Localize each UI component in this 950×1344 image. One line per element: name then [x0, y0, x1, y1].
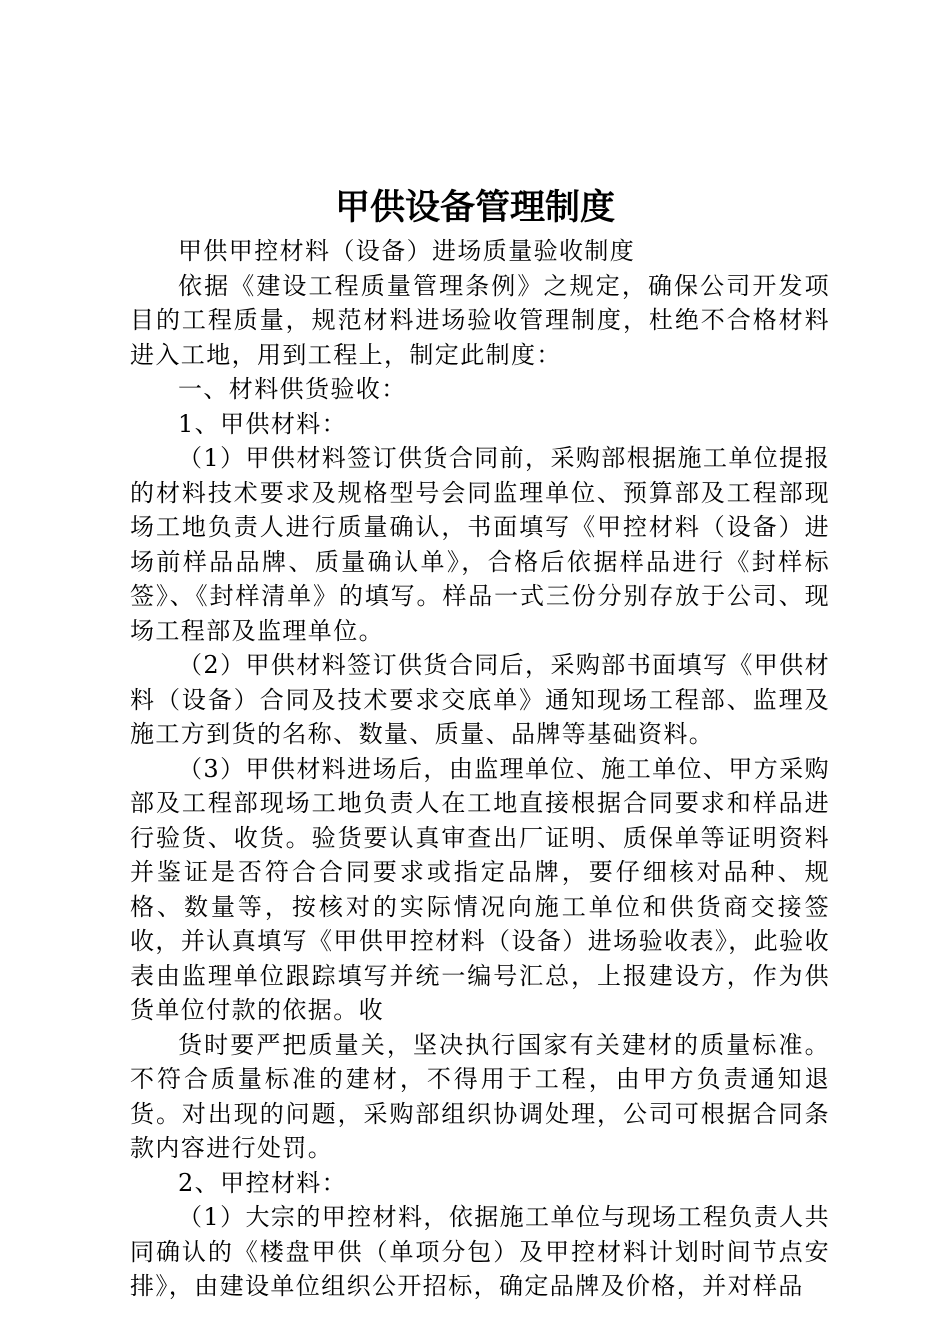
subsection-heading-2: 2、甲控材料：: [178, 1168, 348, 1197]
paragraph-item-1: （1）甲供材料签订供货合同前，采购部根据施工单位提报的材料技术要求及规格型号会同监理单位、预算部及工程部现场工地负责人进行质量确认，书面填写《甲控材料（设备）进场前样品品牌、质量确认单》，合格后依据样品进行《封样标签》、《封样清单》的填写。样品一式三份分别存放于公司、现场工程部及监理单位。: [130, 444, 830, 645]
paragraph-intro: 依据《建设工程质量管理条例》之规定，确保公司开发项目的工程质量，规范材料进场验收管理制度，杜绝不合格材料进入工地，用到工程上，制定此制度：: [130, 271, 830, 369]
paragraph-item-3: （3）甲供材料进场后，由监理单位、施工单位、甲方采购部及工程部现场工地负责人在工地直接根据合同要求和样品进行验货、收货。验货要认真审查出厂证明、质保单等证明资料并鉴证是否符合合同要求或指定品牌，要仔细核对品种、规格、数量等，按核对的实际情况向施工单位和供货商交接签收，并认真填写《甲供甲控材料（设备）进场验收表》，此验收表由监理单位跟踪填写并统一编号汇总，上报建设方，作为供货单位付款的依据。收: [130, 754, 830, 1024]
paragraph-item-4: （1）大宗的甲控材料，依据施工单位与现场工程负责人共同确认的《楼盘甲供（单项分包）及甲控材料计划时间节点安排》，由建设单位组织公开招标，确定品牌及价格，并对样品: [130, 1203, 830, 1300]
section-heading-1: 一、材料供货验收：: [178, 375, 407, 403]
document-body: [130, 234, 830, 1304]
document-title: 甲供设备管理制度: [334, 187, 615, 228]
subsection-heading-1: 1、甲供材料：: [178, 409, 348, 438]
paragraph-continuation: 货时要严把质量关，坚决执行国家有关建材的质量标准。不符合质量标准的建材，不得用于工程，由甲方负责通知退货。对出现的问题，采购部组织协调处理，公司可根据合同条款内容进行处罚。: [130, 1030, 830, 1162]
paragraph-subtitle: 甲供甲控材料（设备）进场质量验收制度: [178, 237, 636, 265]
paragraph-item-2: （2）甲供材料签订供货合同后，采购部书面填写《甲供材料（设备）合同及技术要求交底单》通知现场工程部、监理及施工方到货的名称、数量、质量、品牌等基础资料。: [130, 651, 830, 748]
